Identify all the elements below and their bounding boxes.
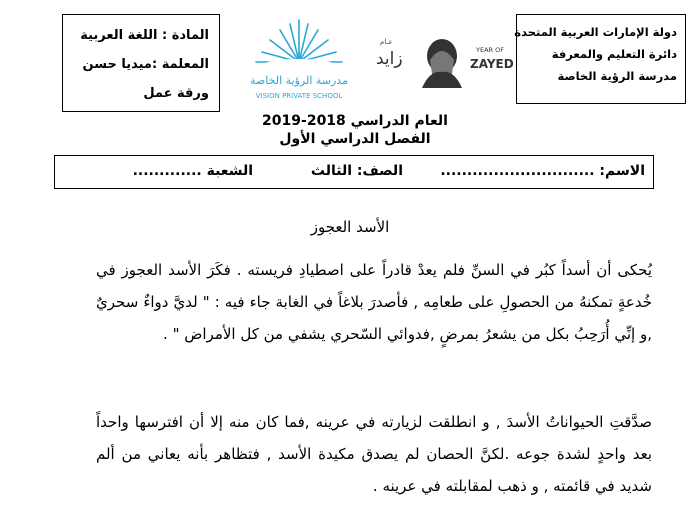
ministry-line-3: مدرسة الرؤية الخاصة (557, 69, 677, 83)
subject-label: المادة : اللغة العربية (80, 28, 209, 43)
section-field[interactable]: الشعبة ............. (132, 163, 253, 179)
ministry-line-2: دائرة التعليم والمعرفة (551, 47, 677, 61)
semester: الفصل الدراسي الأول (279, 131, 431, 147)
student-info-box (54, 155, 654, 189)
ministry-line-1: دولة الإمارات العربية المتحدة (514, 25, 677, 39)
academic-year: العام الدراسي 2018-2019 (262, 113, 448, 129)
ministry-box (516, 14, 686, 104)
teacher-label: المعلمة :ميديا حسن (82, 57, 209, 72)
school-english-name: VISION PRIVATE SCHOOL (255, 92, 343, 100)
zayed-arabic: زايد (376, 49, 403, 69)
zayed-english: ZAYED (470, 57, 514, 71)
grade-field: الصف: الثالث (310, 163, 403, 179)
aam-label: عـام (380, 38, 393, 46)
vision-school-logo (240, 18, 358, 104)
vision-starburst-icon (240, 18, 358, 104)
story-title: الأسد العجوز (310, 218, 390, 236)
story-paragraph-2: صدَّقتِ الحيواناتُ الأسدَ , و انطلقت لزيارته في عرينه ,فما كان منه إلا أن افترسها واحداً بعد واحدٍ لشدة جوعه .لكنَّ الحصان لم يصدق مكيدة الأسد , فتظاهر بأنه يعاني من ألم شديد في قائمته , و ذهب لمقابلته في عرينه . (96, 413, 652, 495)
story-paragraph-1: يُحكى أن أسداً كبُر في السنِّ فلم يعدْ قادراً على اصطيادِ فريسته . فكَرَ الأسد العجوز في خُدعةٍ تمكنهُ من الحصولِ على طعامِه , فأصدرَ بلاغاً في الغابة جاء فيه : " لديَّ دواءٌ سحريٌ ,و إنِّي أُرَحِبُ بكل من يشعرُ بمرضٍ ,فدوائي السّحري يشفي من كل الأمراض " . (96, 261, 652, 343)
year-of-zayed-logo (372, 30, 514, 88)
school-arabic-name: مدرسة الرؤية الخاصة (250, 74, 348, 87)
teacher-box (62, 14, 220, 112)
year-of-label: YEAR OF (476, 46, 504, 54)
name-field[interactable]: الاسم: ............................. (440, 163, 645, 179)
portrait-icon (422, 39, 462, 88)
worksheet-label: ورقة عمل (143, 86, 209, 101)
